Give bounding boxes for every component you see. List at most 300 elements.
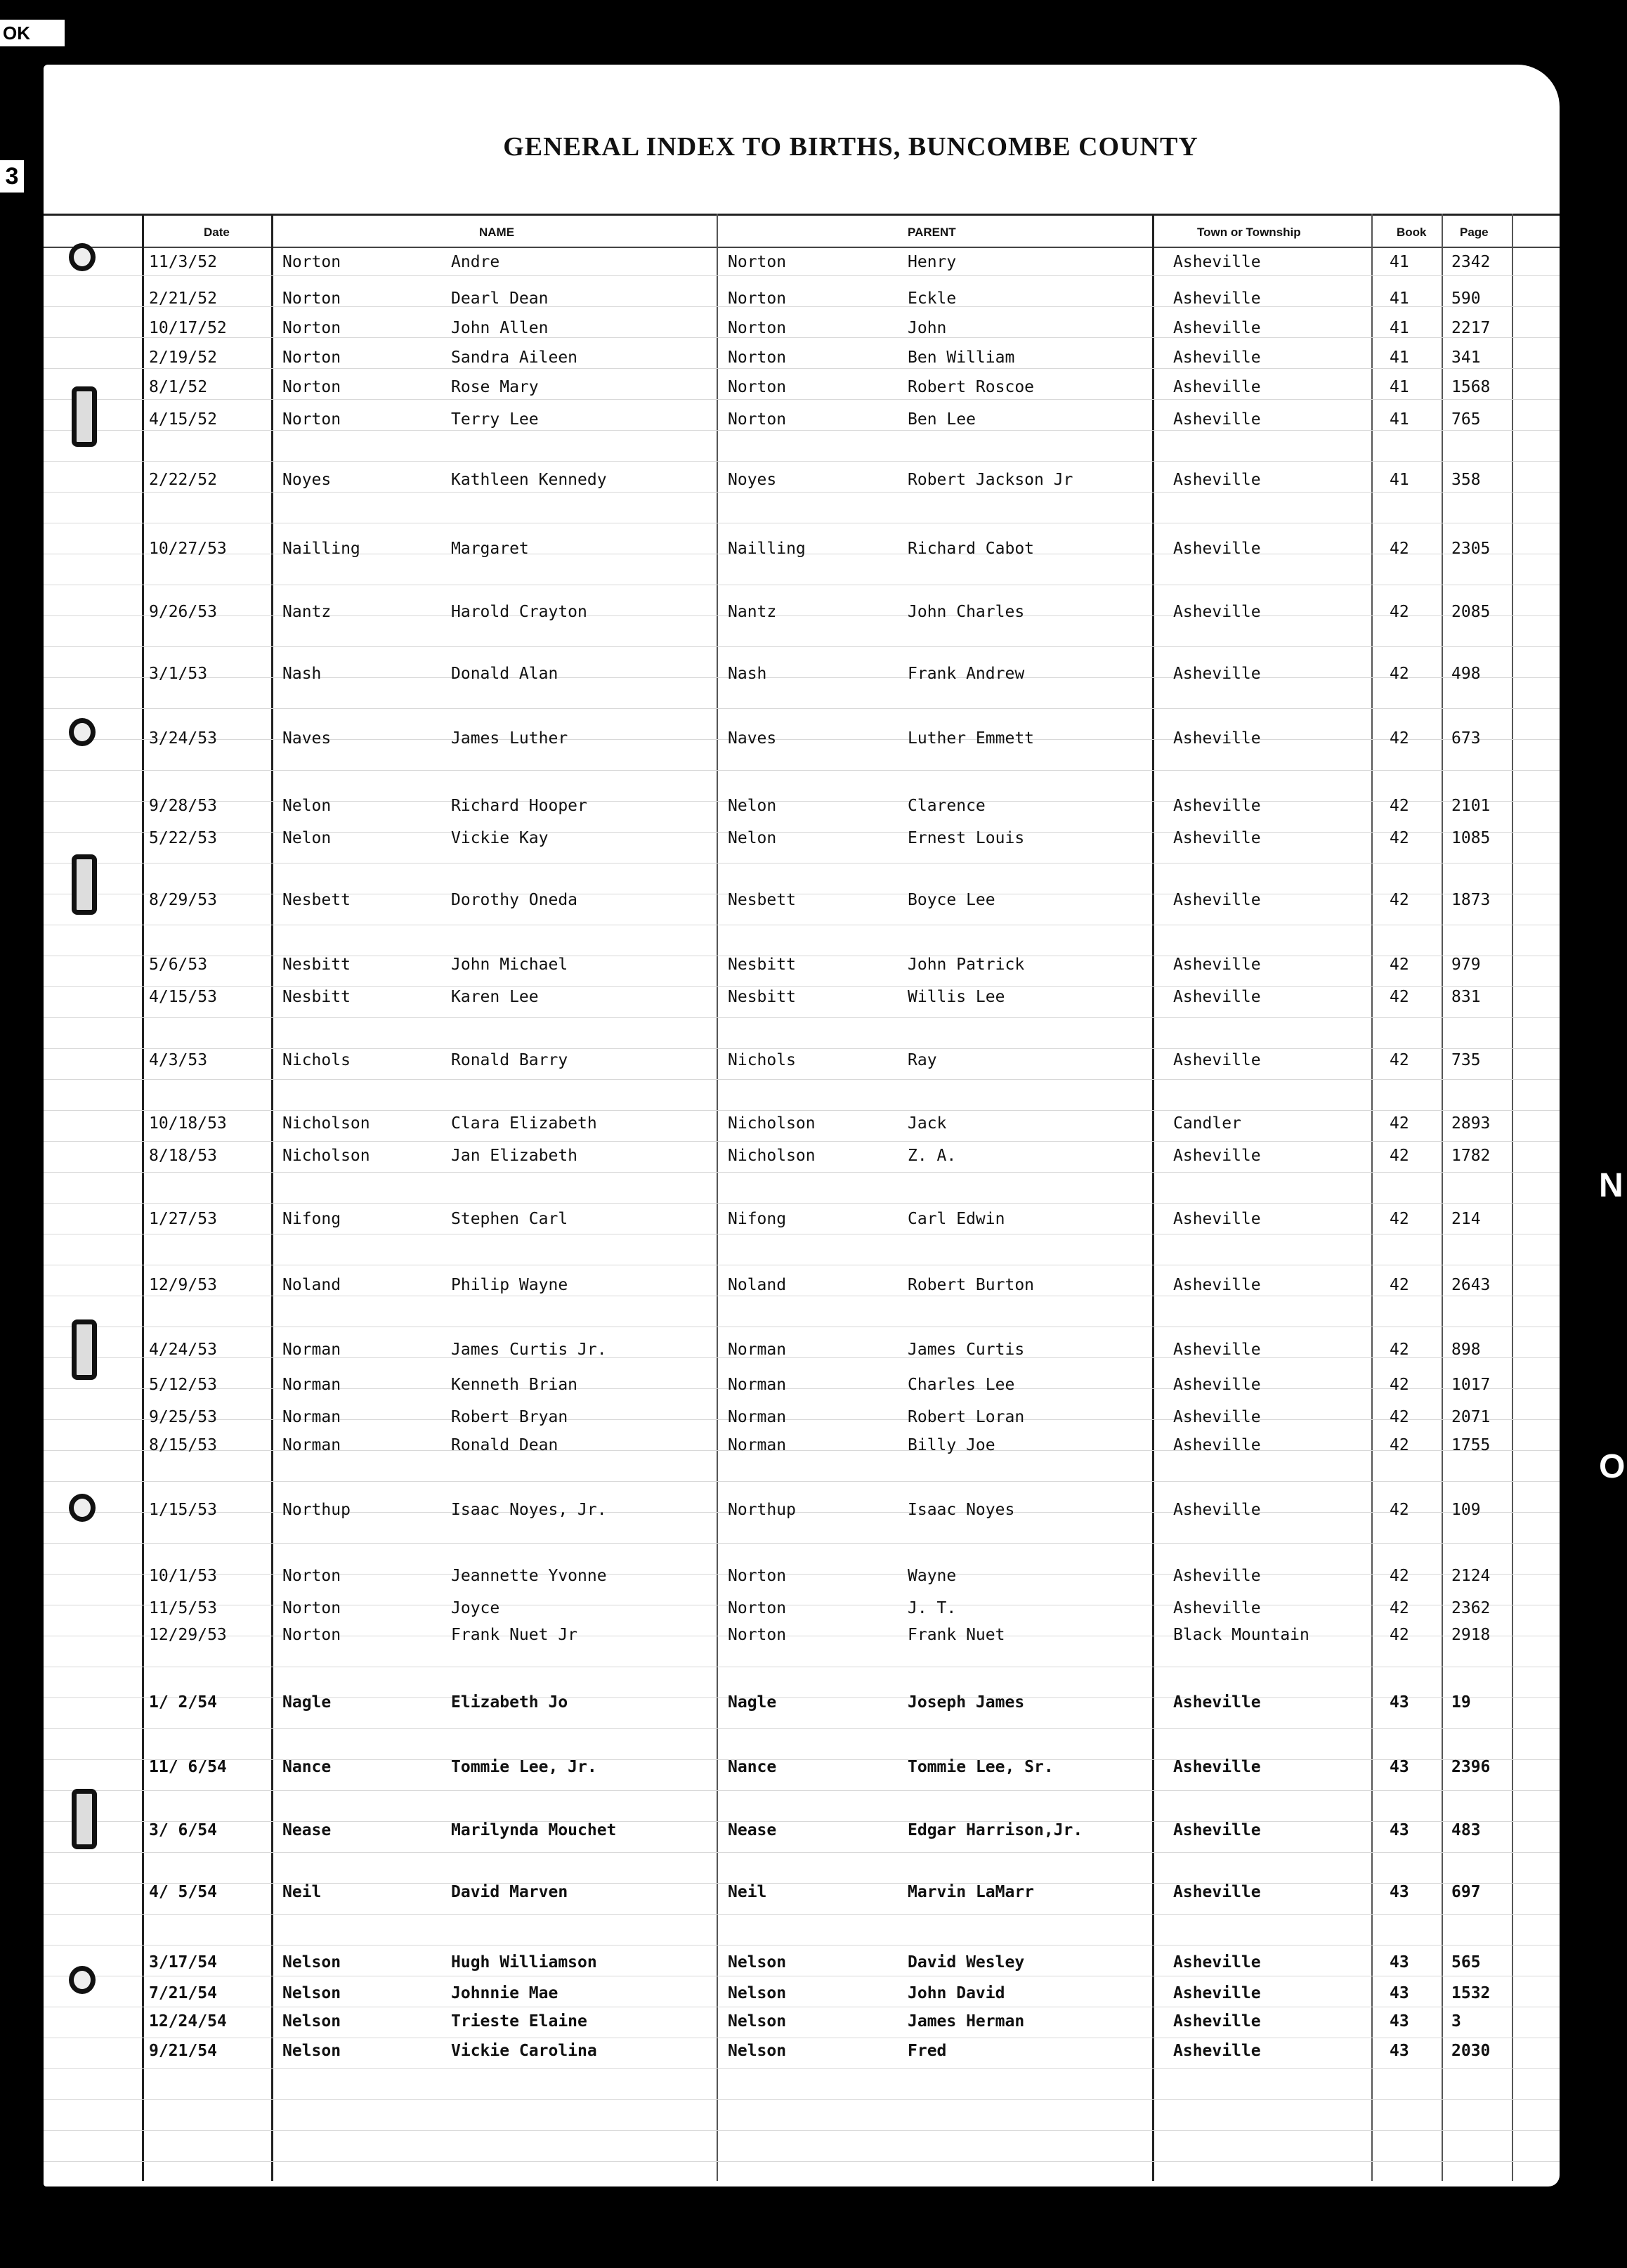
table-row — [44, 540, 1560, 561]
entry-surname: Norton — [282, 1599, 341, 1617]
entry-parent-surname: Nagle — [728, 1693, 777, 1712]
entry-parent-surname: Nesbitt — [728, 988, 796, 1006]
table-row — [44, 1599, 1560, 1620]
entry-book: 41 — [1390, 253, 1409, 271]
entry-page: 1017 — [1451, 1376, 1491, 1394]
entry-date: 4/ 5/54 — [149, 1883, 217, 1901]
entry-town: Asheville — [1173, 797, 1261, 815]
entry-parent-surname: Norton — [728, 348, 787, 367]
entry-page: 565 — [1451, 1953, 1481, 1972]
entry-parent-surname: Nifong — [728, 1210, 787, 1228]
entry-book: 43 — [1390, 1984, 1409, 2002]
entry-page: 1873 — [1451, 891, 1491, 909]
entry-parent-given-name: John David — [908, 1984, 1005, 2002]
entry-parent-given-name: Robert Jackson Jr — [908, 471, 1073, 489]
entry-town: Asheville — [1173, 1984, 1261, 2002]
entry-page: 358 — [1451, 471, 1481, 489]
table-row — [44, 471, 1560, 492]
entry-parent-given-name: Isaac Noyes — [908, 1501, 1015, 1519]
ruled-line — [44, 2099, 1560, 2100]
entry-book: 42 — [1390, 1210, 1409, 1228]
entry-page: 1568 — [1451, 378, 1491, 396]
table-row — [44, 729, 1560, 750]
entry-surname: Nagle — [282, 1693, 332, 1712]
entry-parent-surname: Norton — [728, 1626, 787, 1644]
entry-town: Asheville — [1173, 956, 1261, 974]
entry-page: 2030 — [1451, 2042, 1491, 2060]
entry-surname: Nicholson — [282, 1147, 370, 1165]
entry-date: 9/25/53 — [149, 1408, 217, 1426]
entry-page: 1755 — [1451, 1436, 1491, 1454]
entry-parent-given-name: J. T. — [908, 1599, 957, 1617]
entry-given-name: Jan Elizabeth — [451, 1147, 578, 1165]
entry-page: 590 — [1451, 289, 1481, 308]
entry-parent-surname: Nelon — [728, 829, 777, 847]
entry-date: 2/21/52 — [149, 289, 217, 308]
entry-town: Asheville — [1173, 729, 1261, 748]
ruled-line — [44, 1017, 1560, 1018]
entry-book: 41 — [1390, 319, 1409, 337]
ruled-line — [44, 1079, 1560, 1080]
entry-date: 11/5/53 — [149, 1599, 217, 1617]
entry-date: 2/22/52 — [149, 471, 217, 489]
entry-date: 4/24/53 — [149, 1341, 217, 1359]
entry-given-name: Hugh Williamson — [451, 1953, 597, 1972]
entry-parent-given-name: John Patrick — [908, 956, 1025, 974]
entry-town: Asheville — [1173, 1376, 1261, 1394]
index-tab-ok: OK — [0, 20, 65, 46]
entry-town: Asheville — [1173, 1147, 1261, 1165]
table-row — [44, 1693, 1560, 1714]
entry-town: Asheville — [1173, 1953, 1261, 1972]
ruled-line — [44, 1481, 1560, 1482]
entry-parent-surname: Nash — [728, 665, 767, 683]
entry-parent-given-name: Robert Roscoe — [908, 378, 1035, 396]
table-row — [44, 1567, 1560, 1588]
entry-book: 42 — [1390, 540, 1409, 558]
entry-book: 42 — [1390, 797, 1409, 815]
entry-book: 42 — [1390, 603, 1409, 621]
entry-date: 10/27/53 — [149, 540, 227, 558]
entry-parent-given-name: Ben William — [908, 348, 1015, 367]
entry-parent-given-name: Z. A. — [908, 1147, 957, 1165]
entry-given-name: Harold Crayton — [451, 603, 587, 621]
entry-surname: Nantz — [282, 603, 332, 621]
entry-parent-given-name: Ben Lee — [908, 410, 976, 429]
entry-book: 42 — [1390, 1626, 1409, 1644]
entry-given-name: Stephen Carl — [451, 1210, 568, 1228]
entry-page: 341 — [1451, 348, 1481, 367]
side-letter-n: N — [1599, 1167, 1623, 1204]
entry-given-name: Trieste Elaine — [451, 2012, 587, 2031]
column-header-town: Town or Township — [1197, 226, 1301, 239]
entry-book: 43 — [1390, 1953, 1409, 1972]
entry-surname: Noyes — [282, 471, 332, 489]
column-header-book: Book — [1397, 226, 1427, 239]
table-row — [44, 1626, 1560, 1647]
entry-given-name: David Marven — [451, 1883, 568, 1901]
entry-given-name: Clara Elizabeth — [451, 1114, 597, 1133]
entry-parent-surname: Norton — [728, 1599, 787, 1617]
entry-given-name: Karen Lee — [451, 988, 539, 1006]
table-row — [44, 797, 1560, 818]
entry-date: 8/1/52 — [149, 378, 208, 396]
entry-town: Asheville — [1173, 1693, 1261, 1712]
table-row — [44, 410, 1560, 431]
ruled-line — [44, 1914, 1560, 1915]
entry-surname: Norton — [282, 289, 341, 308]
entry-date: 2/19/52 — [149, 348, 217, 367]
entry-book: 42 — [1390, 665, 1409, 683]
entry-page: 498 — [1451, 665, 1481, 683]
entry-book: 41 — [1390, 471, 1409, 489]
ruled-line — [44, 986, 1560, 987]
entry-date: 8/29/53 — [149, 891, 217, 909]
table-row — [44, 1953, 1560, 1974]
entry-page: 214 — [1451, 1210, 1481, 1228]
entry-surname: Nesbett — [282, 891, 351, 909]
entry-book: 42 — [1390, 956, 1409, 974]
entry-parent-surname: Noland — [728, 1276, 787, 1294]
entry-parent-given-name: Luther Emmett — [908, 729, 1035, 748]
table-row — [44, 891, 1560, 912]
table-row — [44, 319, 1560, 340]
entry-page: 2085 — [1451, 603, 1491, 621]
entry-page: 2893 — [1451, 1114, 1491, 1133]
entry-parent-given-name: Charles Lee — [908, 1376, 1015, 1394]
table-row — [44, 1051, 1560, 1072]
entry-town: Asheville — [1173, 829, 1261, 847]
entry-surname: Norton — [282, 410, 341, 429]
entry-page: 831 — [1451, 988, 1481, 1006]
entry-parent-surname: Nelson — [728, 1953, 787, 1972]
entry-surname: Northup — [282, 1501, 351, 1519]
entry-book: 42 — [1390, 1114, 1409, 1133]
entry-page: 898 — [1451, 1341, 1481, 1359]
page-title: GENERAL INDEX TO BIRTHS, BUNCOMBE COUNTY — [503, 132, 1198, 162]
entry-town: Asheville — [1173, 1436, 1261, 1454]
entry-surname: Norton — [282, 1567, 341, 1585]
entry-given-name: Robert Bryan — [451, 1408, 568, 1426]
entry-given-name: Johnnie Mae — [451, 1984, 558, 2002]
entry-book: 43 — [1390, 1758, 1409, 1776]
ruled-line — [44, 275, 1560, 276]
entry-given-name: Kenneth Brian — [451, 1376, 578, 1394]
entry-town: Asheville — [1173, 289, 1261, 308]
entry-date: 11/ 6/54 — [149, 1758, 227, 1776]
entry-parent-surname: Norman — [728, 1341, 787, 1359]
entry-parent-surname: Norman — [728, 1376, 787, 1394]
entry-page: 735 — [1451, 1051, 1481, 1069]
ruled-line — [44, 646, 1560, 647]
table-row — [44, 1408, 1560, 1429]
entry-given-name: Dorothy Oneda — [451, 891, 578, 909]
entry-date: 3/17/54 — [149, 1953, 217, 1972]
entry-parent-surname: Nantz — [728, 603, 777, 621]
entry-parent-surname: Norton — [728, 289, 787, 308]
table-row — [44, 1501, 1560, 1522]
entry-town: Asheville — [1173, 2042, 1261, 2060]
entry-date: 12/24/54 — [149, 2012, 227, 2031]
ruled-line — [44, 1945, 1560, 1946]
entry-parent-given-name: Fred — [908, 2042, 947, 2060]
ruled-line — [44, 1203, 1560, 1204]
ruled-line — [44, 1141, 1560, 1142]
table-row — [44, 253, 1560, 274]
entry-parent-surname: Nicholson — [728, 1147, 816, 1165]
entry-given-name: Ronald Dean — [451, 1436, 558, 1454]
entry-town: Asheville — [1173, 2012, 1261, 2031]
entry-date: 3/ 6/54 — [149, 1821, 217, 1839]
entry-given-name: Marilynda Mouchet — [451, 1821, 617, 1839]
entry-parent-surname: Nelon — [728, 797, 777, 815]
entry-parent-given-name: Richard Cabot — [908, 540, 1035, 558]
entry-book: 42 — [1390, 829, 1409, 847]
entry-date: 10/18/53 — [149, 1114, 227, 1133]
entry-page: 2124 — [1451, 1567, 1491, 1585]
entry-parent-surname: Norton — [728, 378, 787, 396]
entry-date: 10/17/52 — [149, 319, 227, 337]
entry-parent-surname: Norman — [728, 1436, 787, 1454]
entry-town: Asheville — [1173, 1051, 1261, 1069]
ruled-line — [44, 2068, 1560, 2069]
entry-surname: Nance — [282, 1758, 332, 1776]
entry-date: 7/21/54 — [149, 1984, 217, 2002]
entry-surname: Nesbitt — [282, 956, 351, 974]
entry-parent-surname: Nance — [728, 1758, 777, 1776]
entry-date: 11/3/52 — [149, 253, 217, 271]
table-row — [44, 1114, 1560, 1135]
entry-date: 5/22/53 — [149, 829, 217, 847]
entry-surname: Norton — [282, 378, 341, 396]
entry-surname: Noland — [282, 1276, 341, 1294]
entry-book: 43 — [1390, 2012, 1409, 2031]
ruled-line — [44, 1172, 1560, 1173]
table-row — [44, 1210, 1560, 1231]
table-row — [44, 348, 1560, 370]
entry-town: Asheville — [1173, 471, 1261, 489]
entry-given-name: Sandra Aileen — [451, 348, 578, 367]
table-row — [44, 2042, 1560, 2063]
entry-book: 42 — [1390, 1408, 1409, 1426]
entry-parent-given-name: Eckle — [908, 289, 957, 308]
entry-surname: Norton — [282, 319, 341, 337]
table-row — [44, 2012, 1560, 2033]
entry-town: Asheville — [1173, 665, 1261, 683]
entry-date: 5/12/53 — [149, 1376, 217, 1394]
entry-book: 43 — [1390, 2042, 1409, 2060]
entry-town: Asheville — [1173, 1341, 1261, 1359]
entry-book: 42 — [1390, 1436, 1409, 1454]
entry-town: Black Mountain — [1173, 1626, 1309, 1644]
entry-given-name: Donald Alan — [451, 665, 558, 683]
entry-parent-given-name: Carl Edwin — [908, 1210, 1005, 1228]
entry-surname: Norman — [282, 1341, 341, 1359]
table-row — [44, 1376, 1560, 1397]
entry-town: Asheville — [1173, 1599, 1261, 1617]
ruled-line — [44, 1852, 1560, 1853]
entry-page: 2217 — [1451, 319, 1491, 337]
entry-book: 41 — [1390, 289, 1409, 308]
ruled-line — [44, 2161, 1560, 2162]
entry-book: 42 — [1390, 1501, 1409, 1519]
ruled-line — [44, 492, 1560, 493]
entry-parent-given-name: Willis Lee — [908, 988, 1005, 1006]
index-tab-3: 3 — [0, 160, 24, 193]
entry-page: 2342 — [1451, 253, 1491, 271]
entry-page: 1532 — [1451, 1984, 1491, 2002]
entry-parent-surname: Nailling — [728, 540, 806, 558]
entry-book: 43 — [1390, 1883, 1409, 1901]
entry-page: 19 — [1451, 1693, 1471, 1712]
table-row — [44, 1276, 1560, 1297]
entry-town: Asheville — [1173, 253, 1261, 271]
entry-date: 4/15/53 — [149, 988, 217, 1006]
entry-parent-given-name: John Charles — [908, 603, 1025, 621]
entry-surname: Nicholson — [282, 1114, 370, 1133]
entry-surname: Norman — [282, 1436, 341, 1454]
entry-book: 41 — [1390, 348, 1409, 367]
entry-parent-given-name: James Curtis — [908, 1341, 1025, 1359]
entry-town: Asheville — [1173, 348, 1261, 367]
entry-given-name: Dearl Dean — [451, 289, 549, 308]
entry-page: 1085 — [1451, 829, 1491, 847]
entry-date: 1/15/53 — [149, 1501, 217, 1519]
column-header-name: NAME — [479, 226, 515, 239]
entry-parent-given-name: David Wesley — [908, 1953, 1025, 1972]
entry-surname: Nelson — [282, 1953, 341, 1972]
entry-given-name: Jeannette Yvonne — [451, 1567, 607, 1585]
entry-town: Asheville — [1173, 1567, 1261, 1585]
entry-parent-given-name: Boyce Lee — [908, 891, 995, 909]
entry-book: 43 — [1390, 1693, 1409, 1712]
entry-surname: Nelon — [282, 797, 332, 815]
entry-parent-given-name: Ray — [908, 1051, 937, 1069]
entry-page: 2362 — [1451, 1599, 1491, 1617]
ruled-line — [44, 399, 1560, 400]
entry-given-name: Ronald Barry — [451, 1051, 568, 1069]
entry-parent-surname: Nesbitt — [728, 956, 796, 974]
side-letter-o: O — [1599, 1448, 1626, 1485]
entry-page: 2071 — [1451, 1408, 1491, 1426]
entry-parent-given-name: John — [908, 319, 947, 337]
entry-surname: Nelson — [282, 2042, 341, 2060]
entry-town: Asheville — [1173, 1210, 1261, 1228]
entry-surname: Norton — [282, 348, 341, 367]
entry-given-name: James Luther — [451, 729, 568, 748]
entry-given-name: Vickie Carolina — [451, 2042, 597, 2060]
entry-book: 41 — [1390, 410, 1409, 429]
entry-page: 2643 — [1451, 1276, 1491, 1294]
entry-town: Asheville — [1173, 891, 1261, 909]
ruled-line — [44, 1048, 1560, 1049]
entry-date: 4/15/52 — [149, 410, 217, 429]
table-row — [44, 289, 1560, 311]
entry-date: 1/ 2/54 — [149, 1693, 217, 1712]
entry-book: 42 — [1390, 1051, 1409, 1069]
entry-date: 12/9/53 — [149, 1276, 217, 1294]
entry-given-name: Kathleen Kennedy — [451, 471, 607, 489]
entry-given-name: Richard Hooper — [451, 797, 587, 815]
entry-given-name: Isaac Noyes, Jr. — [451, 1501, 607, 1519]
entry-date: 8/18/53 — [149, 1147, 217, 1165]
entry-surname: Nailling — [282, 540, 360, 558]
entry-town: Asheville — [1173, 319, 1261, 337]
table-row — [44, 829, 1560, 850]
entry-given-name: Philip Wayne — [451, 1276, 568, 1294]
column-header-parent: PARENT — [908, 226, 956, 239]
entry-surname: Nelon — [282, 829, 332, 847]
entry-parent-surname: Nichols — [728, 1051, 796, 1069]
ruled-line — [44, 708, 1560, 709]
entry-given-name: Andre — [451, 253, 500, 271]
entry-town: Asheville — [1173, 540, 1261, 558]
entry-date: 5/6/53 — [149, 956, 208, 974]
ruled-line — [44, 1110, 1560, 1111]
entry-parent-given-name: Clarence — [908, 797, 986, 815]
entry-parent-surname: Nelson — [728, 2042, 787, 2060]
ruled-line — [44, 1543, 1560, 1544]
entry-surname: Norman — [282, 1408, 341, 1426]
table-row — [44, 1984, 1560, 2005]
entry-date: 9/26/53 — [149, 603, 217, 621]
entry-parent-surname: Norton — [728, 410, 787, 429]
entry-book: 42 — [1390, 1567, 1409, 1585]
entry-given-name: Rose Mary — [451, 378, 539, 396]
entry-town: Asheville — [1173, 1501, 1261, 1519]
entry-town: Asheville — [1173, 1821, 1261, 1839]
entry-parent-surname: Nelson — [728, 1984, 787, 2002]
entry-given-name: Elizabeth Jo — [451, 1693, 568, 1712]
entry-given-name: Frank Nuet Jr — [451, 1626, 578, 1644]
entry-surname: Nifong — [282, 1210, 341, 1228]
table-row — [44, 1147, 1560, 1168]
column-header-date: Date — [204, 226, 230, 239]
entry-parent-given-name: Billy Joe — [908, 1436, 995, 1454]
entry-book: 42 — [1390, 729, 1409, 748]
entry-parent-given-name: Edgar Harrison,Jr. — [908, 1821, 1083, 1839]
table-row — [44, 378, 1560, 399]
entry-book: 42 — [1390, 891, 1409, 909]
entry-parent-given-name: Frank Andrew — [908, 665, 1025, 683]
entry-surname: Norman — [282, 1376, 341, 1394]
column-header-page: Page — [1460, 226, 1489, 239]
entry-surname: Neil — [282, 1883, 322, 1901]
entry-given-name: Joyce — [451, 1599, 500, 1617]
entry-parent-given-name: Joseph James — [908, 1693, 1025, 1712]
entry-parent-given-name: Wayne — [908, 1567, 957, 1585]
entry-page: 697 — [1451, 1883, 1481, 1901]
entry-date: 9/21/54 — [149, 2042, 217, 2060]
ledger-page — [44, 65, 1560, 2186]
entry-town: Asheville — [1173, 1883, 1261, 1901]
entry-page: 673 — [1451, 729, 1481, 748]
entry-parent-given-name: Marvin LaMarr — [908, 1883, 1035, 1901]
entry-date: 10/1/53 — [149, 1567, 217, 1585]
entry-surname: Nash — [282, 665, 322, 683]
ruled-line — [44, 1728, 1560, 1729]
entry-parent-surname: Nease — [728, 1821, 777, 1839]
entry-parent-surname: Norman — [728, 1408, 787, 1426]
ruled-line — [44, 461, 1560, 462]
entry-given-name: James Curtis Jr. — [451, 1341, 607, 1359]
ruled-line — [44, 1790, 1560, 1791]
table-row — [44, 988, 1560, 1009]
entry-page: 2101 — [1451, 797, 1491, 815]
entry-book: 42 — [1390, 988, 1409, 1006]
entry-book: 42 — [1390, 1276, 1409, 1294]
entry-date: 3/24/53 — [149, 729, 217, 748]
